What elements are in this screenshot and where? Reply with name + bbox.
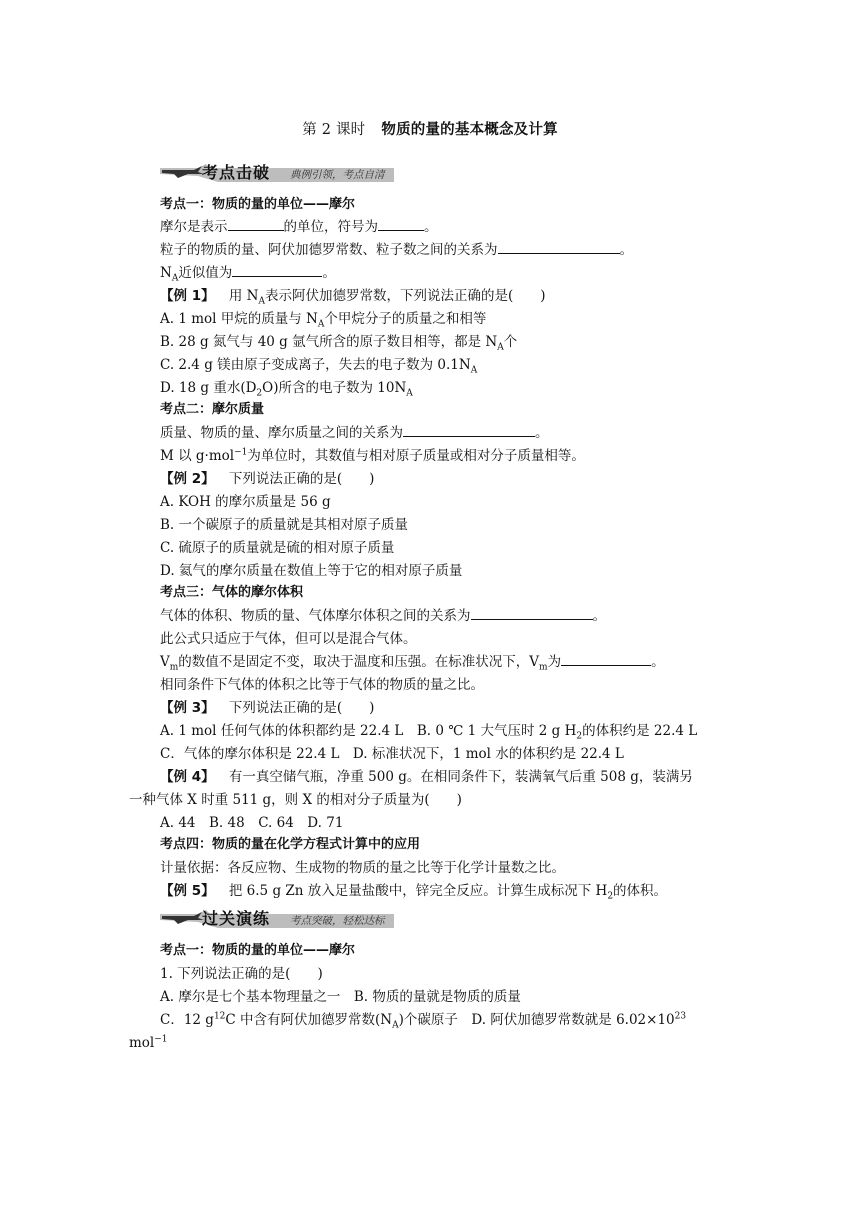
text: 。: [424, 219, 438, 235]
fill-blank: [498, 241, 620, 254]
example-question: [160, 699, 374, 717]
subscript: 2: [576, 731, 583, 742]
text: N: [160, 265, 172, 281]
superscript: −1: [154, 1034, 168, 1045]
text: 为: [547, 654, 562, 670]
fill-blank: [471, 607, 593, 620]
text: B. 28 g 氮气与 40 g 氩气所含的原子数目相等，都是 N: [160, 334, 498, 350]
text-line: 此公式只适应于气体，但可以是混合气体。: [160, 631, 417, 647]
text-line: [160, 264, 336, 282]
section-banner-2: [158, 906, 398, 930]
section-heading: 考点一：物质的量的单位——摩尔: [160, 197, 356, 212]
text: 下列说法正确的是( ): [228, 700, 375, 716]
text: 的数值不是固定不变，取决于温度和压强。在标准状况下，V: [178, 654, 540, 670]
text: 为单位时，其数值与相对原子质量或相对分子质量相等。: [247, 448, 585, 464]
example-question: [160, 768, 693, 786]
superscript: 12: [213, 1011, 226, 1022]
text: A. 1 mol 任何气体的体积都约是 22.4 L B. 0 ℃ 1 大气压时 2 g H: [160, 723, 577, 739]
superscript: −1: [234, 447, 248, 458]
text-line: [160, 447, 585, 465]
option-a: [160, 310, 486, 328]
subscript: A: [392, 1020, 399, 1031]
lesson-topic: 物质的量的基本概念及计算: [381, 122, 558, 138]
option-b: [160, 333, 517, 351]
subscript: A: [497, 342, 504, 353]
practice-question: 1. 下列说法正确的是( ): [160, 966, 323, 982]
text: 粒子的物质的量、阿伏加德罗常数、粒子数之间的关系为: [160, 242, 498, 258]
options-ab: [160, 722, 697, 740]
text: D. 18 g 重水(D: [160, 380, 257, 396]
subscript: A: [258, 296, 265, 307]
text: 个: [503, 334, 518, 350]
text: 。: [535, 425, 549, 441]
text: 的体积。: [613, 883, 668, 899]
text: 。: [651, 654, 665, 670]
text-line: 相同条件下气体的体积之比等于气体的物质的量之比。: [160, 677, 484, 693]
text: 。: [322, 265, 336, 281]
text: 的体积约是 22.4 L: [582, 723, 698, 739]
text: 用 N: [228, 288, 259, 304]
subscript: 2: [607, 891, 614, 902]
option-d: D. 氦气的摩尔质量在数值上等于它的相对原子质量: [160, 563, 463, 579]
section-heading: 考点一：物质的量的单位——摩尔: [160, 943, 356, 958]
example-question: [160, 287, 546, 305]
section-heading: 考点三：气体的摩尔体积: [160, 585, 304, 600]
option-a: A. KOH 的摩尔质量是 56 g: [160, 494, 331, 510]
text-line: 计量依据：各反应物、生成物的物质的量之比等于化学计量数之比。: [160, 860, 565, 876]
option-c: C. 硫原子的质量就是硫的相对原子质量: [160, 540, 395, 556]
section-heading: 考点二：摩尔质量: [160, 402, 265, 417]
text-line: [160, 218, 438, 236]
banner-subtitle: 考点突破，轻松达标: [290, 915, 385, 927]
unit-line: [129, 1034, 168, 1052]
text: C. 2.4 g 镁由原子变成离子，失去的电子数为 0.1N: [160, 357, 471, 373]
subscript: 2: [256, 388, 263, 399]
text: 有一真空储气瓶，净重 500 g。在相同条件下，装满氧气后重 508 g，装满另: [228, 769, 693, 785]
example-question: [160, 882, 667, 900]
fill-blank: [232, 264, 322, 277]
text-line: [160, 607, 606, 625]
text: 质量、物质的量、摩尔质量之间的关系为: [160, 425, 403, 441]
text: 把 6.5 g Zn 放入足量盐酸中，锌完全反应。计算生成标况下 H: [228, 883, 608, 899]
text: C 中含有阿伏加德罗常数(N: [225, 1012, 393, 1028]
text-line: [160, 424, 549, 442]
section-banner-1: [158, 160, 398, 184]
text: C．12 g: [160, 1012, 214, 1028]
text: 表示阿伏加德罗常数，下列说法正确的是( ): [265, 288, 546, 304]
subscript: A: [470, 365, 478, 376]
text: 近似值为: [178, 265, 233, 281]
text: 摩尔是表示: [160, 219, 228, 235]
subscript: A: [406, 388, 413, 399]
text-line: [160, 241, 633, 259]
option-b: B. 一个碳原子的质量就是其相对原子质量: [160, 517, 409, 533]
subscript: A: [171, 273, 179, 284]
text-line: 一种气体 X 时重 511 g，则 X 的相对分子质量为( ): [129, 792, 462, 808]
example-label: 【例 4】: [160, 769, 215, 785]
text: )个碳原子 D. 阿伏加德罗常数就是 6.02×10: [398, 1012, 675, 1028]
options-line: A. 44 B. 48 C. 64 D. 71: [160, 815, 344, 831]
subscript: m: [539, 662, 548, 673]
text-line: [160, 653, 665, 671]
fill-blank: [228, 218, 284, 231]
text: 下列说法正确的是( ): [228, 471, 375, 487]
page-title: [0, 118, 860, 139]
options-cd: C．气体的摩尔体积是 22.4 L D. 标准状况下，1 mol 水的体积约是 22.4 L: [160, 746, 624, 762]
subscript: m: [169, 662, 179, 673]
text: O)所含的电子数为 10N: [262, 380, 407, 396]
text: 的单位，符号为: [283, 219, 378, 235]
option-c: [160, 356, 477, 374]
subscript: A: [317, 319, 325, 330]
text: V: [160, 654, 170, 670]
options-cd: [160, 1011, 686, 1029]
example-question: [160, 470, 374, 488]
example-label: 【例 3】: [160, 700, 215, 716]
banner-label: 过关演练: [202, 909, 271, 928]
options-ab: A. 摩尔是七个基本物理量之一 B. 物质的量就是物质的质量: [160, 989, 521, 1005]
text: A. 1 mol 甲烷的质量与 N: [160, 311, 318, 327]
text: 。: [619, 242, 633, 258]
text: 气体的体积、物质的量、气体摩尔体积之间的关系为: [160, 608, 471, 624]
fill-blank: [378, 218, 424, 231]
superscript: 23: [674, 1011, 687, 1022]
text: M 以 g·mol: [160, 448, 235, 464]
text: mol: [129, 1035, 155, 1051]
option-d: [160, 379, 413, 397]
banner-subtitle: 典例引领，考点自清: [290, 169, 385, 181]
section-heading: 考点四：物质的量在化学方程式计算中的应用: [160, 837, 421, 852]
example-label: 【例 5】: [160, 883, 215, 899]
text: 个甲烷分子的质量之和相等: [324, 311, 487, 327]
text: 。: [592, 608, 606, 624]
lesson-label: 第 2 课时: [302, 122, 366, 138]
example-label: 【例 2】: [160, 471, 215, 487]
fill-blank: [403, 424, 535, 437]
fill-blank: [561, 653, 651, 666]
banner-label: 考点击破: [202, 163, 271, 182]
example-label: 【例 1】: [160, 288, 215, 304]
